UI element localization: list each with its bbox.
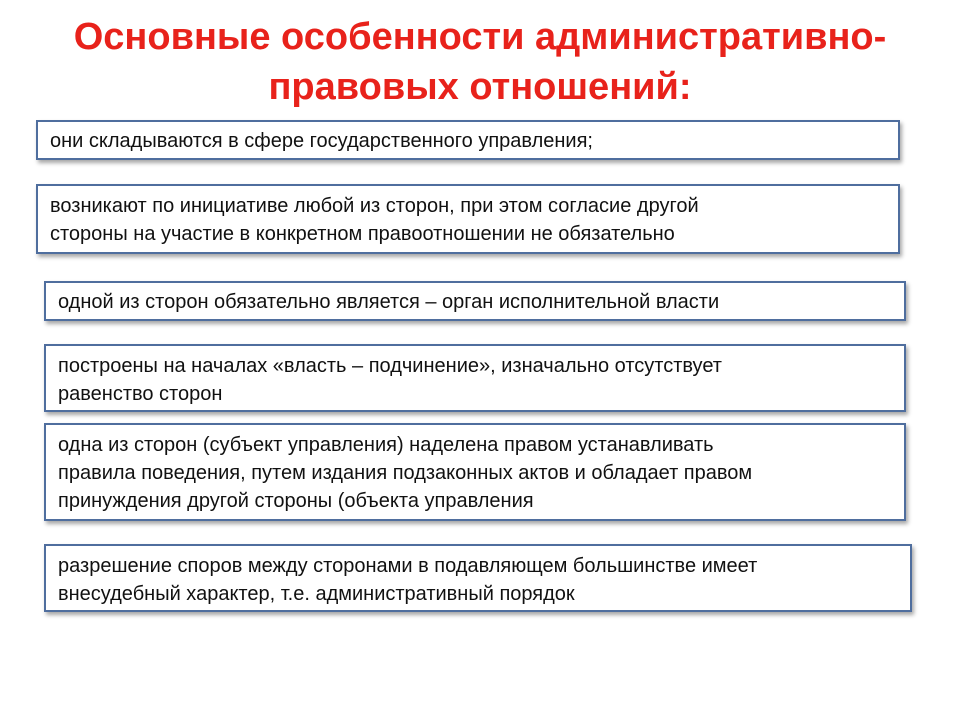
feature-box-2: возникают по инициативе любой из сторон, при этом согласие другой стороны на участие в конкретном правоотношении не обязательно	[36, 184, 900, 254]
slide-title	[0, 12, 960, 112]
slide-title-line-1: Основные особенности административно-	[73, 16, 887, 58]
feature-box-3: одной из сторон обязательно является – орган исполнительной власти	[44, 281, 906, 321]
feature-box-6: разрешение споров между сторонами в подавляющем большинстве имеет внесудебный характер, т.е. административный порядок	[44, 544, 912, 612]
feature-box-1: они складываются в сфере государственного управления;	[36, 120, 900, 160]
feature-box-4: построены на началах «власть – подчинение», изначально отсутствует равенство сторон	[44, 344, 906, 412]
feature-box-5: одна из сторон (субъект управления) наделена правом устанавливать правила поведения, путем издания подзаконных актов и обладает правом принуждения другой стороны (объекта управления	[44, 423, 906, 521]
slide-title-line-2: правовых отношений:	[268, 66, 692, 108]
